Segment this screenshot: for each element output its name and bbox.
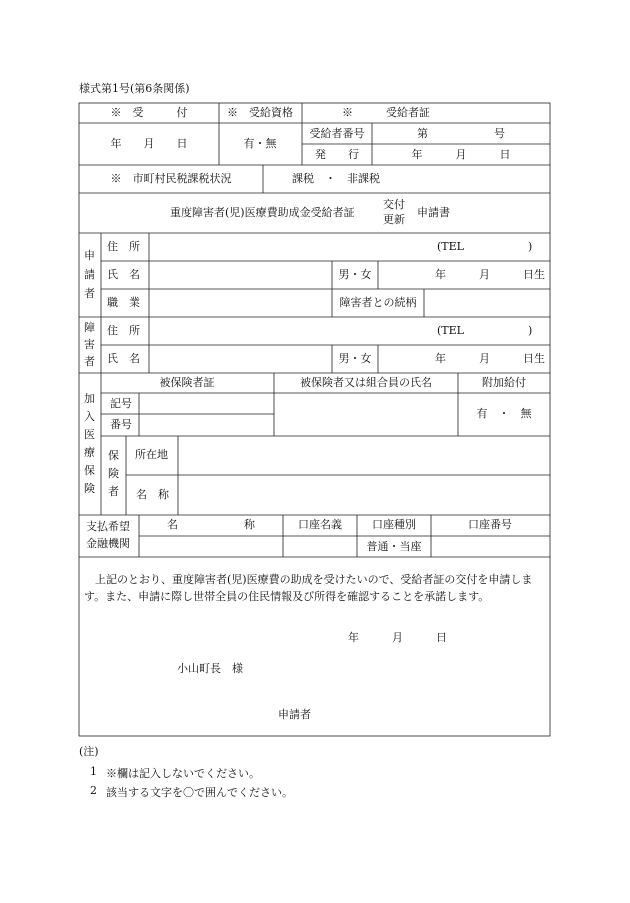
disabled-dob: 年 月 日生: [435, 352, 545, 365]
disabled-sex: 男・女: [338, 352, 372, 365]
disabled-group-1: 障: [84, 321, 95, 334]
applicant-group-3: 者: [84, 287, 95, 300]
applicant-group-2: 請: [84, 268, 95, 281]
disabled-group-3: 者: [84, 355, 95, 368]
note-2-number: 2: [90, 784, 97, 797]
insurance-holder-label: 被保険者又は組合員の氏名: [300, 376, 432, 389]
account-name-label: 口座名義: [298, 518, 342, 531]
account-number-label: 口座番号: [468, 518, 512, 531]
bank-label-1: 支払希望: [86, 520, 130, 533]
insurance-number-label: 番号: [110, 418, 132, 431]
applicant-tel-close: ): [528, 240, 533, 253]
insurance-card-label: 被保険者証: [159, 376, 215, 389]
applicant-dob: 年 月 日生: [435, 268, 545, 281]
insurer-name-label: 名 称: [136, 488, 169, 501]
insurer-group-2: 険: [108, 467, 119, 480]
disabled-group-2: 害: [84, 338, 95, 351]
eligibility-value: 有・無: [243, 137, 277, 150]
insurance-group-4: 療: [84, 446, 95, 459]
applicant-address-label: 住 所: [107, 240, 140, 253]
applicant-relation-label: 障害者との続柄: [339, 296, 417, 309]
cert-number-label: 受給者番号: [309, 127, 365, 140]
insurance-group-3: 医: [84, 428, 95, 441]
sign-date: 年 月 日: [348, 631, 447, 644]
disabled-name-label: 氏 名: [107, 352, 140, 365]
addressee: 小山町長 様: [177, 662, 243, 675]
tax-status-label: ※ 市町村民税課税状況: [110, 172, 232, 185]
form-title: 様式第1号(第6条関係): [79, 82, 190, 95]
cert-number-value: 第 号: [417, 127, 505, 140]
note-1-text: ※欄は記入しないでください。: [106, 767, 260, 780]
disabled-tel-close: ): [528, 324, 533, 337]
reception-date: 年 月 日: [110, 137, 188, 150]
consent-statement: 上記のとおり、重度障害者(児)医療費の助成を受けたいので、受給者証の交付を申請します。また、申請に際し世帯全員の住民情報及び所得を確認することを承諾します。: [84, 573, 533, 603]
note-1-number: 1: [90, 765, 97, 778]
certificate-header: ※ 受給者証: [342, 106, 430, 119]
insurance-group-5: 保: [84, 464, 95, 477]
heading-option-issue: 交付: [383, 198, 405, 211]
heading-suffix: 申請書: [417, 206, 450, 219]
insurance-symbol-label: 記号: [110, 397, 132, 410]
issue-label: 発 行: [315, 148, 359, 161]
heading-prefix: 重度障害者(児)医療費助成金受給者証: [170, 206, 355, 219]
insurer-group-3: 者: [108, 485, 119, 498]
insurance-group-1: 加: [84, 392, 95, 405]
eligibility-header: ※ 受給資格: [227, 106, 293, 119]
issue-date: 年 月 日: [411, 148, 511, 161]
account-type-value: 普通・当座: [366, 540, 422, 553]
insurance-extra-value: 有 ・ 無: [476, 407, 532, 420]
bank-name-label: 名 称: [167, 518, 255, 531]
disabled-tel: (TEL: [437, 324, 464, 337]
heading-option-renew: 更新: [383, 213, 405, 226]
insurer-location-label: 所在地: [135, 448, 168, 461]
insurance-extra-label: 附加給付: [482, 376, 526, 389]
bank-label-2: 金融機関: [86, 537, 130, 550]
applicant-tel: (TEL: [437, 240, 464, 253]
insurance-group-6: 険: [84, 482, 95, 495]
reception-header: ※ 受 付: [110, 106, 188, 119]
applicant-sex: 男・女: [338, 268, 372, 281]
insurer-group-1: 保: [108, 449, 119, 462]
applicant-name-label: 氏 名: [107, 268, 140, 281]
applicant-sign-label: 申請者: [278, 708, 311, 721]
applicant-job-label: 職 業: [107, 296, 140, 309]
tax-status-value: 課税 ・ 非課税: [292, 172, 380, 185]
disabled-address-label: 住 所: [107, 324, 140, 337]
applicant-group-1: 申: [84, 249, 95, 262]
account-type-label: 口座種別: [372, 518, 416, 531]
notes-title: (注): [79, 745, 99, 758]
insurance-group-2: 入: [84, 410, 95, 423]
note-2-text: 該当する文字を〇で囲んでください。: [106, 786, 293, 799]
